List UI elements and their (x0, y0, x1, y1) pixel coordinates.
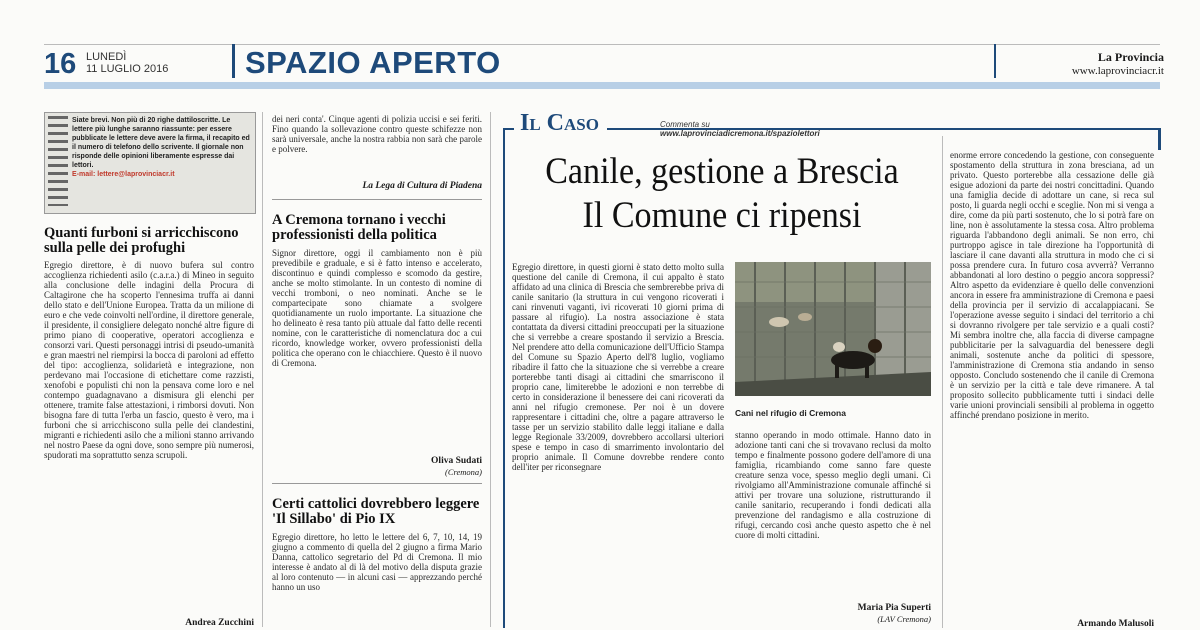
day-label: LUNEDÌ (86, 51, 127, 63)
caso-comment-prefix: Commenta su (660, 120, 710, 129)
caso-signature: Maria Pia Superti (857, 603, 931, 613)
notice-text: Siate brevi. Non più di 20 righe dattiloscritte. Le lettere più lunghe saranno riassunte: per essere pubblicate le lettere deve avere la firma, il recapito ed il numero di telefono dello scrivente. Il giornale non risponde delle opinioni liberamente espresse dai lettori. (72, 117, 250, 169)
newspaper-name: La Provincia (1097, 50, 1164, 64)
header-divider (232, 44, 235, 78)
caso-comment-url[interactable]: www.laprovinciadicremona.it/spaziolettori (660, 129, 820, 138)
header-band (44, 82, 1160, 89)
article-separator (272, 199, 482, 200)
photo-caption: Cani nel rifugio di Cremona (735, 408, 846, 418)
caso-headline (529, 150, 915, 238)
caso-body-col3: enorme errore concedendo la gestione, con conseguente spostamento della struttura in zona bresciana, ad un privato. Questo porterebbe alla cessazione delle già esigue adozioni da parte dei nostri concittadini. Quando una famiglia decide di adottare un cane, si reca sul posto, li guarda negli occhi e sceglie. Non mi si venga a dire, come da più parti sostenuto, che lo si potrà fare on line, non è assolutamente la stessa cosa. Altro problema riguarda l'abbandono degli animali. Se non erro, chi purtroppo agisce in tale direzione ha l'opportunità di lasciare il cane davanti alla struttura in modo che ci si possa prendere cura. In futuro cosa avverrà? Verranno abbandonati al loro destino o peggio ancora soppressi? Altro aspetto da evidenziare è quello delle convenzioni ancora in essere fra amministrazione di Cremona e paesi della provincia per il servizio di accalappiacani. Se l'operazione avesse seguito i sindaci del territorio a chi si dovranno rivolgere per tale servizio e a quali costi? Mi sembra inoltre che, alla faccia di diverse campagne pubblicitarie per la salvaguardia del benessere degli animali, sostenute anche da politici di spessore, l'amministrazione di Cremona stia andando in senso opposto. Concludo sostenendo che il canile di Cremona è un servizio per la città e tale deve rimanere. A tal proposito sollecito pubblicamente tutti i sindaci delle varie unioni provinciali sensibili al problema in oggetto affinché prendano posizione in merito. (950, 150, 1154, 420)
caso-comment-link[interactable] (660, 120, 820, 138)
article-signature: Oliva Sudati (431, 456, 482, 466)
column-divider (942, 136, 943, 628)
article-body: Signor direttore, oggi il cambiamento non è più prevedibile e graduale, e si è fatto intenso e accelerato, discontinuo e quindi complesso e scomodo da gestire, anche se molto stimolante. In un contesto di nomine di vecchi tromboni, o neo nominati. Anche se le compartecipate sono chiamate a svolgere quotidianamente un ruolo importante. La situazione che ho delineato è resa tanto più attuale dal fatto delle recenti nomine, con le caratteristiche di nomenclatura doc a cui ricordo, knowledge worker, ovvero professionisti della politica che operano con le chiacchiere. Questo è il nuovo di Cremona. (272, 248, 482, 368)
letters-notice (72, 116, 250, 179)
article-signature-location: (Cremona) (445, 467, 482, 477)
article-tail-signature: La Lega di Cultura di Piadena (362, 181, 482, 191)
article-body: Egregio direttore, è di nuovo bufera sul contro accoglienza richiedenti asilo (c.a.r.a.) di Mineo in seguito alla conclusione delle indagini della Procura di Caltagirone che ha scoperto l'ennesima truffa ai danni dello stato e dell'Unione Europea. Tratta da un milione di euro e che vede coinvolti nell'ordine, il direttore generale, il presidente, il consigliere delegato nonché altre figure di primo piano di cooperative, operatori accoglienza e consorzi vari. Questi personaggi intrisi di pseudo-umanità e gran maestri nel riempirsi la bocca di paroloni ad effetto del tipo: accoglienza, solidarietà e integrazione, non perdevano mai l'occasione di etichettare come razzisti, xenofobi e populisti chi non la pensava come loro e nel contempo guadagnavano a dismisura gli elenchi per ottenere, tramite false attestazioni, i rimborsi dovuti. Non bisogna fare di tutta l'erba un fascio, questo è vero, ma i furboni che si arricchiscono sulla pelle dei clandestini, migranti e richiedenti asilo che a milioni stanno arrivando nel nostro Paese da ogni dove, sono sempre più numerosi, spudorati ma soprattutto senza scrupoli. (44, 260, 254, 460)
article-title: Quanti furboni si arricchiscono sulla pelle dei profughi (44, 225, 239, 256)
header-top-rule (44, 44, 1160, 45)
page-number: 16 (44, 48, 77, 80)
column-divider (262, 112, 263, 627)
caso-signature: Armando Malusoli (1077, 619, 1154, 629)
caso-headline-line1: Canile, gestione a Brescia (545, 151, 899, 192)
caso-signature-location: (LAV Cremona) (877, 614, 931, 624)
date-block (86, 51, 168, 75)
date-label: 11 LUGLIO 2016 (86, 63, 169, 75)
header-divider-right (994, 44, 996, 78)
notice-email[interactable]: E-mail: lettere@laprovinciacr.it (72, 171, 175, 178)
newspaper-masthead (1072, 51, 1164, 78)
caso-frame-left (503, 128, 505, 628)
caso-body-col2: stanno operando in modo ottimale. Hanno dato in adozione tanti cani che si trovavano reclusi da molto tempo e finalmente possono godere dell'amore di una famiglia, ricambiando come sanno fare queste creature senza voce, spesso meglio degli umani. Ci rivolgiamo all'Amministrazione comunale affinché si attivi per trovare una soluzione, ristrutturando il canile sanitario, recuperando i fondi dedicati alla prevenzione del randagismo e alla costruzione di rifugi, cercando così anche questo aspetto che è nel cuore di molti cittadini. (735, 430, 931, 540)
article-signature: Andrea Zucchini (185, 618, 254, 628)
column-divider (490, 112, 491, 627)
article-tail-body: dei neri conta'. Cinque agenti di polizia uccisi e sei feriti. Fino quando la sollevazione contro queste schifezze non sarà universale, anche la nostra rabbia non sarà che parole e polvere. (272, 114, 482, 154)
caso-label: Il Caso (514, 110, 607, 137)
caso-body-col1: Egregio direttore, in questi giorni è stato detto molto sulla questione del canile di Cremona, il cui appalto è stato affidato ad una clinica di Brescia che sembrerebbe priva di canile sanitario (la struttura in cui vengono ricoverati i cani rinvenuti vaganti, ivi ricoverati 10 giorni prima di passare al rifugio). La nostra associazione è stata contattata da diversi cittadini preoccupati per la situazione che si verrebbe a creare spostando il servizio a Brescia. Nel prendere atto della comunicazione dell'Ufficio Stampa del Comune su Spazio Aperto dell'8 luglio, vogliamo ribadire il fatto che la situazione che si verrebbe a creare porterebbe tanti disagi ai cittadini che smarriscono il proprio cane, limiterebbe le adozioni e non terrebbe di certo in considerazione il benessere dei cani ricoverati da anni nel rifugio cremonese. Per noi è un dovere rappresentare i cittadini che, oltre a pagare attraverso le tasse per un servizio stabilito dalle leggi italiane e dalla legge Regionale 33/2009, dovrebbero accollarsi ulteriori spese e tempo in caso di smarrimento involontario del proprio animale. Il Comune dovrebbe rendere conto dell'iter per riconsegnare (512, 262, 724, 472)
article-title: Certi cattolici dovrebbero leggere 'Il Sillabo' di Pio IX (272, 496, 480, 527)
section-title: SPAZIO APERTO (245, 45, 501, 80)
dog-kennel-illustration (735, 262, 931, 396)
dog-photo (735, 262, 931, 396)
article-separator (272, 483, 482, 484)
newspaper-website[interactable]: www.laprovinciacr.it (1071, 65, 1164, 77)
notepad-icon (48, 116, 68, 206)
caso-frame-right (1158, 128, 1161, 150)
article-title: A Cremona tornano i vecchi professionisti della politica (272, 212, 446, 243)
caso-headline-line2: Il Comune ci ripensi (582, 195, 862, 236)
article-body: Egregio direttore, ho letto le lettere del 6, 7, 10, 14, 19 giugno a commento di quella del 2 giugno a firma Mario Danna, cattolico segretario del Pd di Cremona. Il mio interesse è andato al di là del motivo della disputa grazie al loro contenuto — in alcuni casi — apprezzando perché hanno un uso (272, 532, 482, 592)
